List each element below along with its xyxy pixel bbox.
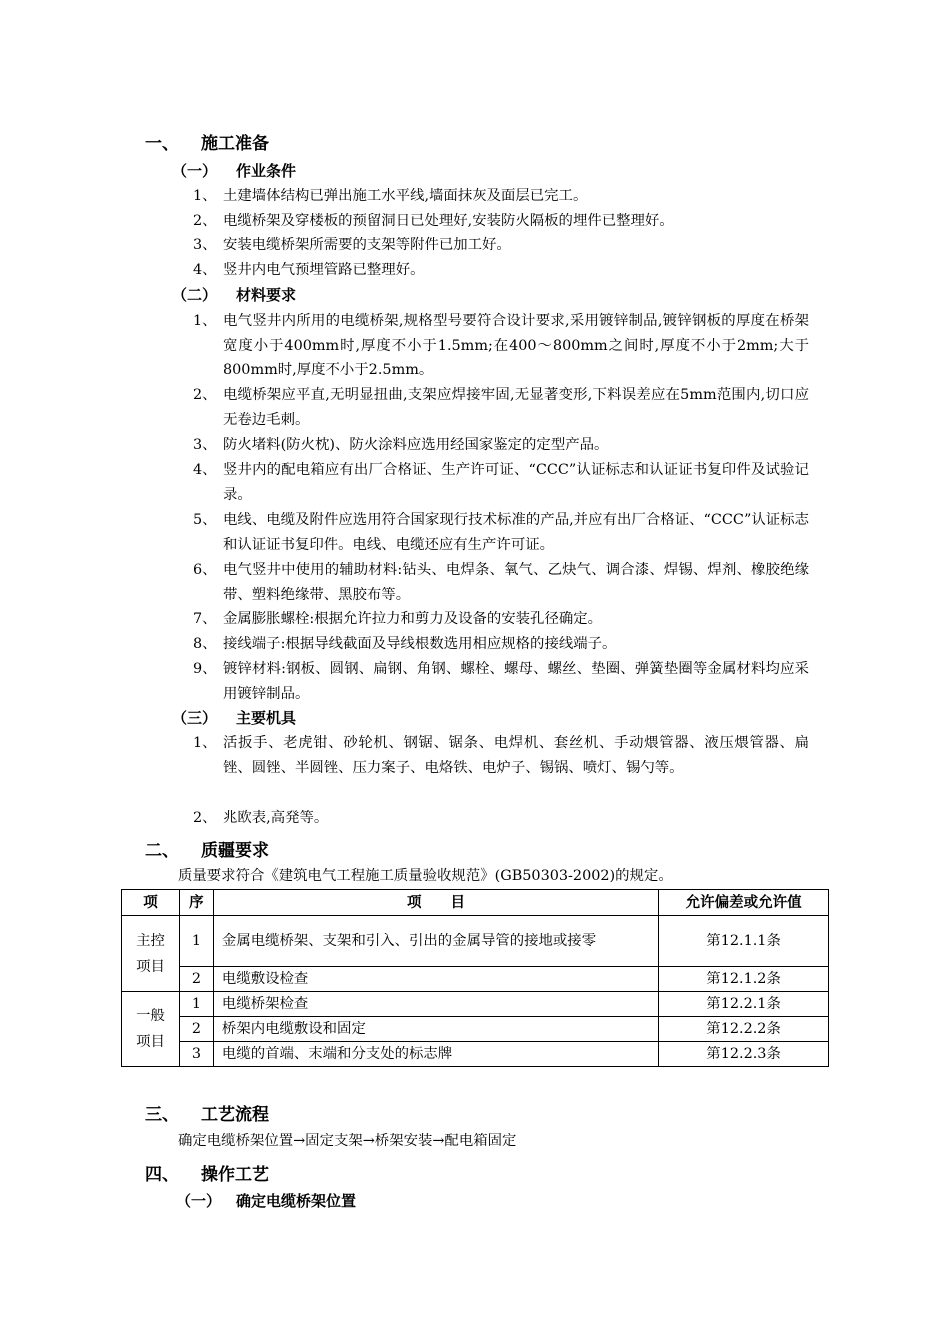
section-number: 一、 [145,134,179,154]
list-item [193,383,809,432]
value-cell: 第12.2.3条 [659,1042,829,1067]
section-title: 操作工艺 [201,1165,269,1185]
list-item [193,458,809,507]
item-cell: 桥架内电缆敷设和固定 [213,1017,658,1042]
section-number: 二、 [145,841,179,861]
group-cell: 一般项目 [122,992,180,1067]
section-title: 施工准备 [201,134,269,154]
list-item [193,632,809,657]
table-row [122,1017,829,1042]
subsection-number: （二） [172,286,218,304]
item-number: 2、 [193,810,217,826]
list-item [193,233,809,258]
item-number: 8、 [193,636,217,652]
list-item [193,806,809,831]
item-cell: 电缆的首端、末端和分支处的标志牌 [213,1042,658,1067]
section-number: 四、 [145,1165,179,1185]
item-number: 2、 [193,213,217,229]
item-text: 电气竖井中使用的辅助材料:钻头、电焊条、氧气、乙炔气、调合漆、焊锡、焊剂、橡胶绝缘带、塑料绝缘带、黑胶布等。 [223,562,809,603]
list-item [193,607,809,632]
subsection-number: （一） [172,162,218,180]
column-header: 项 [122,890,180,916]
list-item [193,209,809,234]
subsection-title: 主要机具 [236,709,297,727]
item-cell: 电缆桥架检查 [213,992,658,1017]
list-item [193,508,809,557]
section-heading-quality [145,840,269,862]
item-number: 7、 [193,611,217,627]
subsection-number: （一） [176,1192,222,1210]
group-cell: 主控项目 [122,916,180,992]
item-number: 9、 [193,661,217,677]
item-text: 竖井内的配电箱应有出厂合格证、生产许可证、“CCC”认证标志和认证证书复印件及试验记录。 [223,462,809,503]
quality-intro: 质量要求符合《建筑电气工程施工质量验收规范》(GB50303-2002)的规定。 [178,868,673,884]
item-number: 4、 [193,262,217,278]
value-cell: 第12.1.2条 [659,967,829,992]
table-row [122,916,829,967]
item-text: 活扳手、老虎钳、砂轮机、钢锯、锯条、电焊机、套丝机、手动煨管器、液压煨管器、扁锉、圆锉、半圆锉、压力案子、电烙铁、电炉子、锡锅、喷灯、锡勺等。 [223,735,809,776]
subsection-heading-locate-tray [176,1191,356,1211]
subsection-title: 作业条件 [236,162,297,180]
seq-cell: 1 [179,916,213,967]
item-text: 金属膨胀螺栓:根据允许拉力和剪力及设备的安装孔径确定。 [223,611,603,627]
table-header-row [122,890,829,916]
item-number: 3、 [193,437,217,453]
table-row [122,992,829,1017]
value-cell: 第12.2.2条 [659,1017,829,1042]
item-text: 竖井内电气预埋管路已整理好。 [223,262,425,278]
subsection-number: （三） [172,709,218,727]
item-number: 3、 [193,237,217,253]
item-text: 镀锌材料:钢板、圆钢、扁钢、角钢、螺栓、螺母、螺丝、垫圈、弹簧垫圈等金属材料均应采用镀锌制品。 [223,661,809,702]
process-flow-text: 确定电缆桥架位置→固定支架→桥架安装→配电箱固定 [178,1133,517,1149]
seq-cell: 2 [179,1017,213,1042]
item-number: 1、 [193,735,217,751]
item-text: 防火堵料(防火枕)、防火涂料应选用经国家鉴定的定型产品。 [223,437,609,453]
list-item [193,657,809,706]
table-row [122,1042,829,1067]
item-text: 土建墙体结构已弹出施工水平线,墙面抹灰及面层已完工。 [223,188,588,204]
item-text: 电缆桥架应平直,无明显扭曲,支架应焊接牢固,无显著变形,下料误差应在5mm范围内,切口应无卷边毛刺。 [223,387,809,428]
section-heading-prep [145,133,269,155]
subsection-title: 材料要求 [236,286,297,304]
item-text: 安装电缆桥架所需要的支架等附件已加工好。 [223,237,511,253]
section-title: 工艺流程 [201,1105,269,1125]
item-number: 5、 [193,512,217,528]
section-heading-operations [145,1164,269,1186]
subsection-heading-tools [172,708,296,728]
item-number: 1、 [193,313,217,329]
subsection-heading-materials [172,285,296,305]
item-text: 接线端子:根据导线截面及导线根数选用相应规格的接线端子。 [223,636,617,652]
column-header: 项 目 [213,890,658,916]
item-number: 6、 [193,562,217,578]
item-number: 1、 [193,188,217,204]
item-text: 电线、电缆及附件应选用符合国家现行技术标准的产品,并应有出厂合格证、“CCC”认证标志和认证证书复印件。电线、电缆还应有生产许可证。 [223,512,809,553]
column-header: 允许偏差或允许值 [659,890,829,916]
subsection-title: 确定电缆桥架位置 [236,1192,357,1210]
list-item [193,731,809,780]
section-heading-flow [145,1104,269,1126]
subsection-heading-conditions [172,161,296,181]
section-title: 质疆要求 [201,841,269,861]
column-header: 序 [179,890,213,916]
list-item [193,184,809,209]
value-cell: 第12.2.1条 [659,992,829,1017]
item-text: 电缆桥架及穿楼板的预留洞日已处理好,安装防火隔板的埋件已整理好。 [223,213,674,229]
item-cell: 金属电缆桥架、支架和引入、引出的金属导管的接地或接零 [213,916,658,967]
seq-cell: 1 [179,992,213,1017]
item-text: 电气竖井内所用的电缆桥架,规格型号要符合设计要求,采用镀锌制品,镀锌钢板的厚度在桥架宽度小于400mm时,厚度不小于1.5mm;在400～800mm之间时,厚度不小于2mm;大于800mm时,厚度不小于2.5mm。 [223,313,809,378]
quality-table [121,889,829,1067]
item-number: 4、 [193,462,217,478]
seq-cell: 3 [179,1042,213,1067]
list-item [193,433,809,458]
list-item [193,309,809,383]
list-item [193,258,809,283]
list-item [193,558,809,607]
value-cell: 第12.1.1条 [659,916,829,967]
item-cell: 电缆敷设检查 [213,967,658,992]
table-row [122,967,829,992]
seq-cell: 2 [179,967,213,992]
item-text: 兆欧表,高発等。 [223,810,329,826]
section-number: 三、 [145,1105,179,1125]
item-number: 2、 [193,387,217,403]
